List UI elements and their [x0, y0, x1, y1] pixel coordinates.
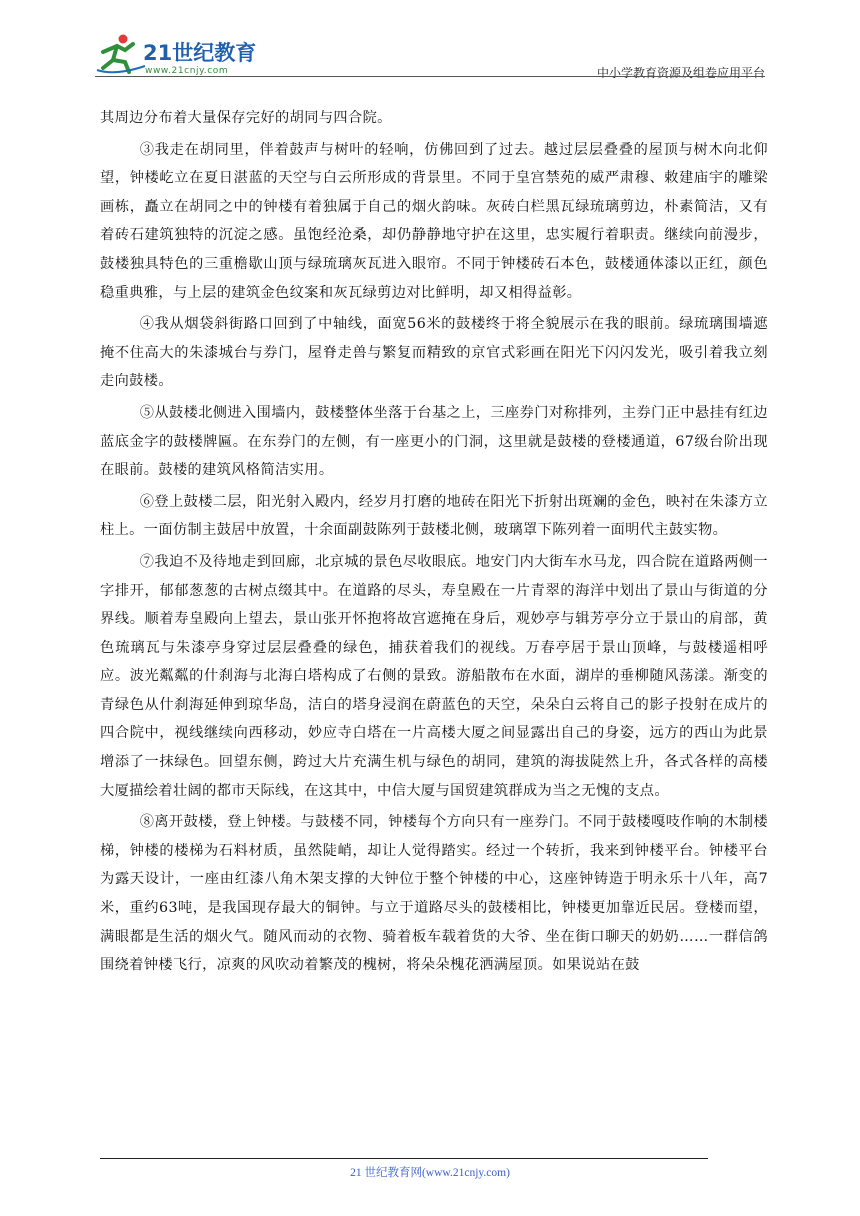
platform-title: 中小学教育资源及组卷应用平台 — [596, 66, 765, 80]
header-divider — [95, 76, 765, 77]
paragraph-continuation: 其周边分布着大量保存完好的胡同与四合院。 — [100, 110, 392, 126]
paragraph-8: ⑧离开鼓楼，登上钟楼。与鼓楼不同，钟楼每个方向只有一座券门。不同于鼓楼嘎吱作响的木制楼梯，钟楼的楼梯为石料材质，虽然陡峭，却让人觉得踏实。经过一个转折，我来到钟楼平台。钟楼平台为露天设计，一座由红漆八角木架支撑的大钟位于整个钟楼的中心，这座钟铸造于明永乐十八年，高7米，重约63吨，是我国现存最大的铜钟。与立于道路尽头的鼓楼相比，钟楼更加靠近民居。登楼而望，满眼都是生活的烟火气。随风而动的衣物、骑着板车载着货的大爷、坐在街口聊天的奶奶……一群信鸽围绕着钟楼飞行，凉爽的风吹动着繁茂的槐树，将朵朵槐花洒满屋顶。如果说站在鼓 — [100, 814, 768, 974]
logo-url: www.21cnjy.com — [145, 66, 229, 76]
paragraph-7: ⑦我迫不及待地走到回廊，北京城的景色尽收眼底。地安门内大街车水马龙，四合院在道路两侧一字排开，郁郁葱葱的古树点缀其中。在道路的尽头，寿皇殿在一片青翠的海洋中划出了景山与街道的分界线。顺着寿皇殿向上望去，景山张开怀抱将故宫遮掩在身后，观妙亭与辑芳亭分立于景山的肩部，黄色琉璃瓦与朱漆亭身穿过层层叠叠的绿色，捕获着我们的视线。万春亭居于景山顶峰，与鼓楼遥相呼应。波光粼粼的什刹海与北海白塔构成了右侧的景致。游船散布在水面，湖岸的垂柳随风荡漾。渐变的青绿色从什刹海延伸到琼华岛，洁白的塔身浸润在蔚蓝色的天空，朵朵白云将自己的影子投射在成片的四合院中，视线继续向西移动，妙应寺白塔在一片高楼大厦之间显露出自己的身姿，远方的西山为此景增添了一抹绿色。回望东侧，跨过大片充满生机与绿色的胡同，建筑的海拔陡然上升，各式各样的高楼大厦描绘着壮阔的都市天际线，在这其中，中信大厦与国贸建筑群成为当之无愧的支点。 — [100, 553, 768, 799]
page-header — [95, 30, 765, 78]
footer-link[interactable]: 21 世纪教育网(www.21cnjy.com) — [350, 1167, 510, 1179]
paragraph-5: ⑤从鼓楼北侧进入围墙内，鼓楼整体坐落于台基之上，三座券门对称排列，主券门正中悬挂有红边蓝底金字的鼓楼牌匾。在东券门的左侧，有一座更小的门洞，这里就是鼓楼的登楼通道，67级台阶出现在眼前。鼓楼的建筑风格简洁实用。 — [100, 404, 768, 479]
footer-divider — [100, 1158, 708, 1159]
paragraph-4: ④我从烟袋斜街路口回到了中轴线，面宽56米的鼓楼终于将全貌展示在我的眼前。绿琉璃围墙遮掩不住高大的朱漆城台与券门，屋脊走兽与繁复而精致的京官式彩画在阳光下闪闪发光，吸引着我立刻走向鼓楼。 — [100, 316, 768, 390]
article-body — [100, 104, 768, 983]
paragraph-6: ⑥登上鼓楼二层，阳光射入殿内，经岁月打磨的地砖在阳光下折射出斑斓的金色，映衬在朱漆方立柱上。一面仿制主鼓居中放置，十余面副鼓陈列于鼓楼北侧，玻璃罩下陈列着一面明代主鼓实物。 — [100, 493, 768, 539]
site-logo[interactable] — [95, 30, 265, 76]
runner-logo-icon — [95, 30, 265, 76]
logo-text: 21世纪教育 — [143, 41, 257, 65]
paragraph-3: ③我走在胡同里，伴着鼓声与树叶的轻响，仿佛回到了过去。越过层层叠叠的屋顶与树木向北仰望，钟楼屹立在夏日湛蓝的天空与白云所形成的背景里。不同于皇宫禁苑的威严肃穆、敕建庙宇的雕梁画栋，矗立在胡同之中的钟楼有着独属于自己的烟火韵味。灰砖白栏黑瓦绿琉璃剪边，朴素简洁，又有着砖石建筑独特的沉淀之感。虽饱经沧桑，却仍静静地守护在这里，忠实履行着职责。继续向前漫步，鼓楼独具特色的三重檐歇山顶与绿琉璃灰瓦进入眼帘。不同于钟楼砖石本色，鼓楼通体漆以正红，颜色稳重典雅，与上层的建筑金色纹案和灰瓦绿剪边对比鲜明，却又相得益彰。 — [100, 141, 768, 301]
